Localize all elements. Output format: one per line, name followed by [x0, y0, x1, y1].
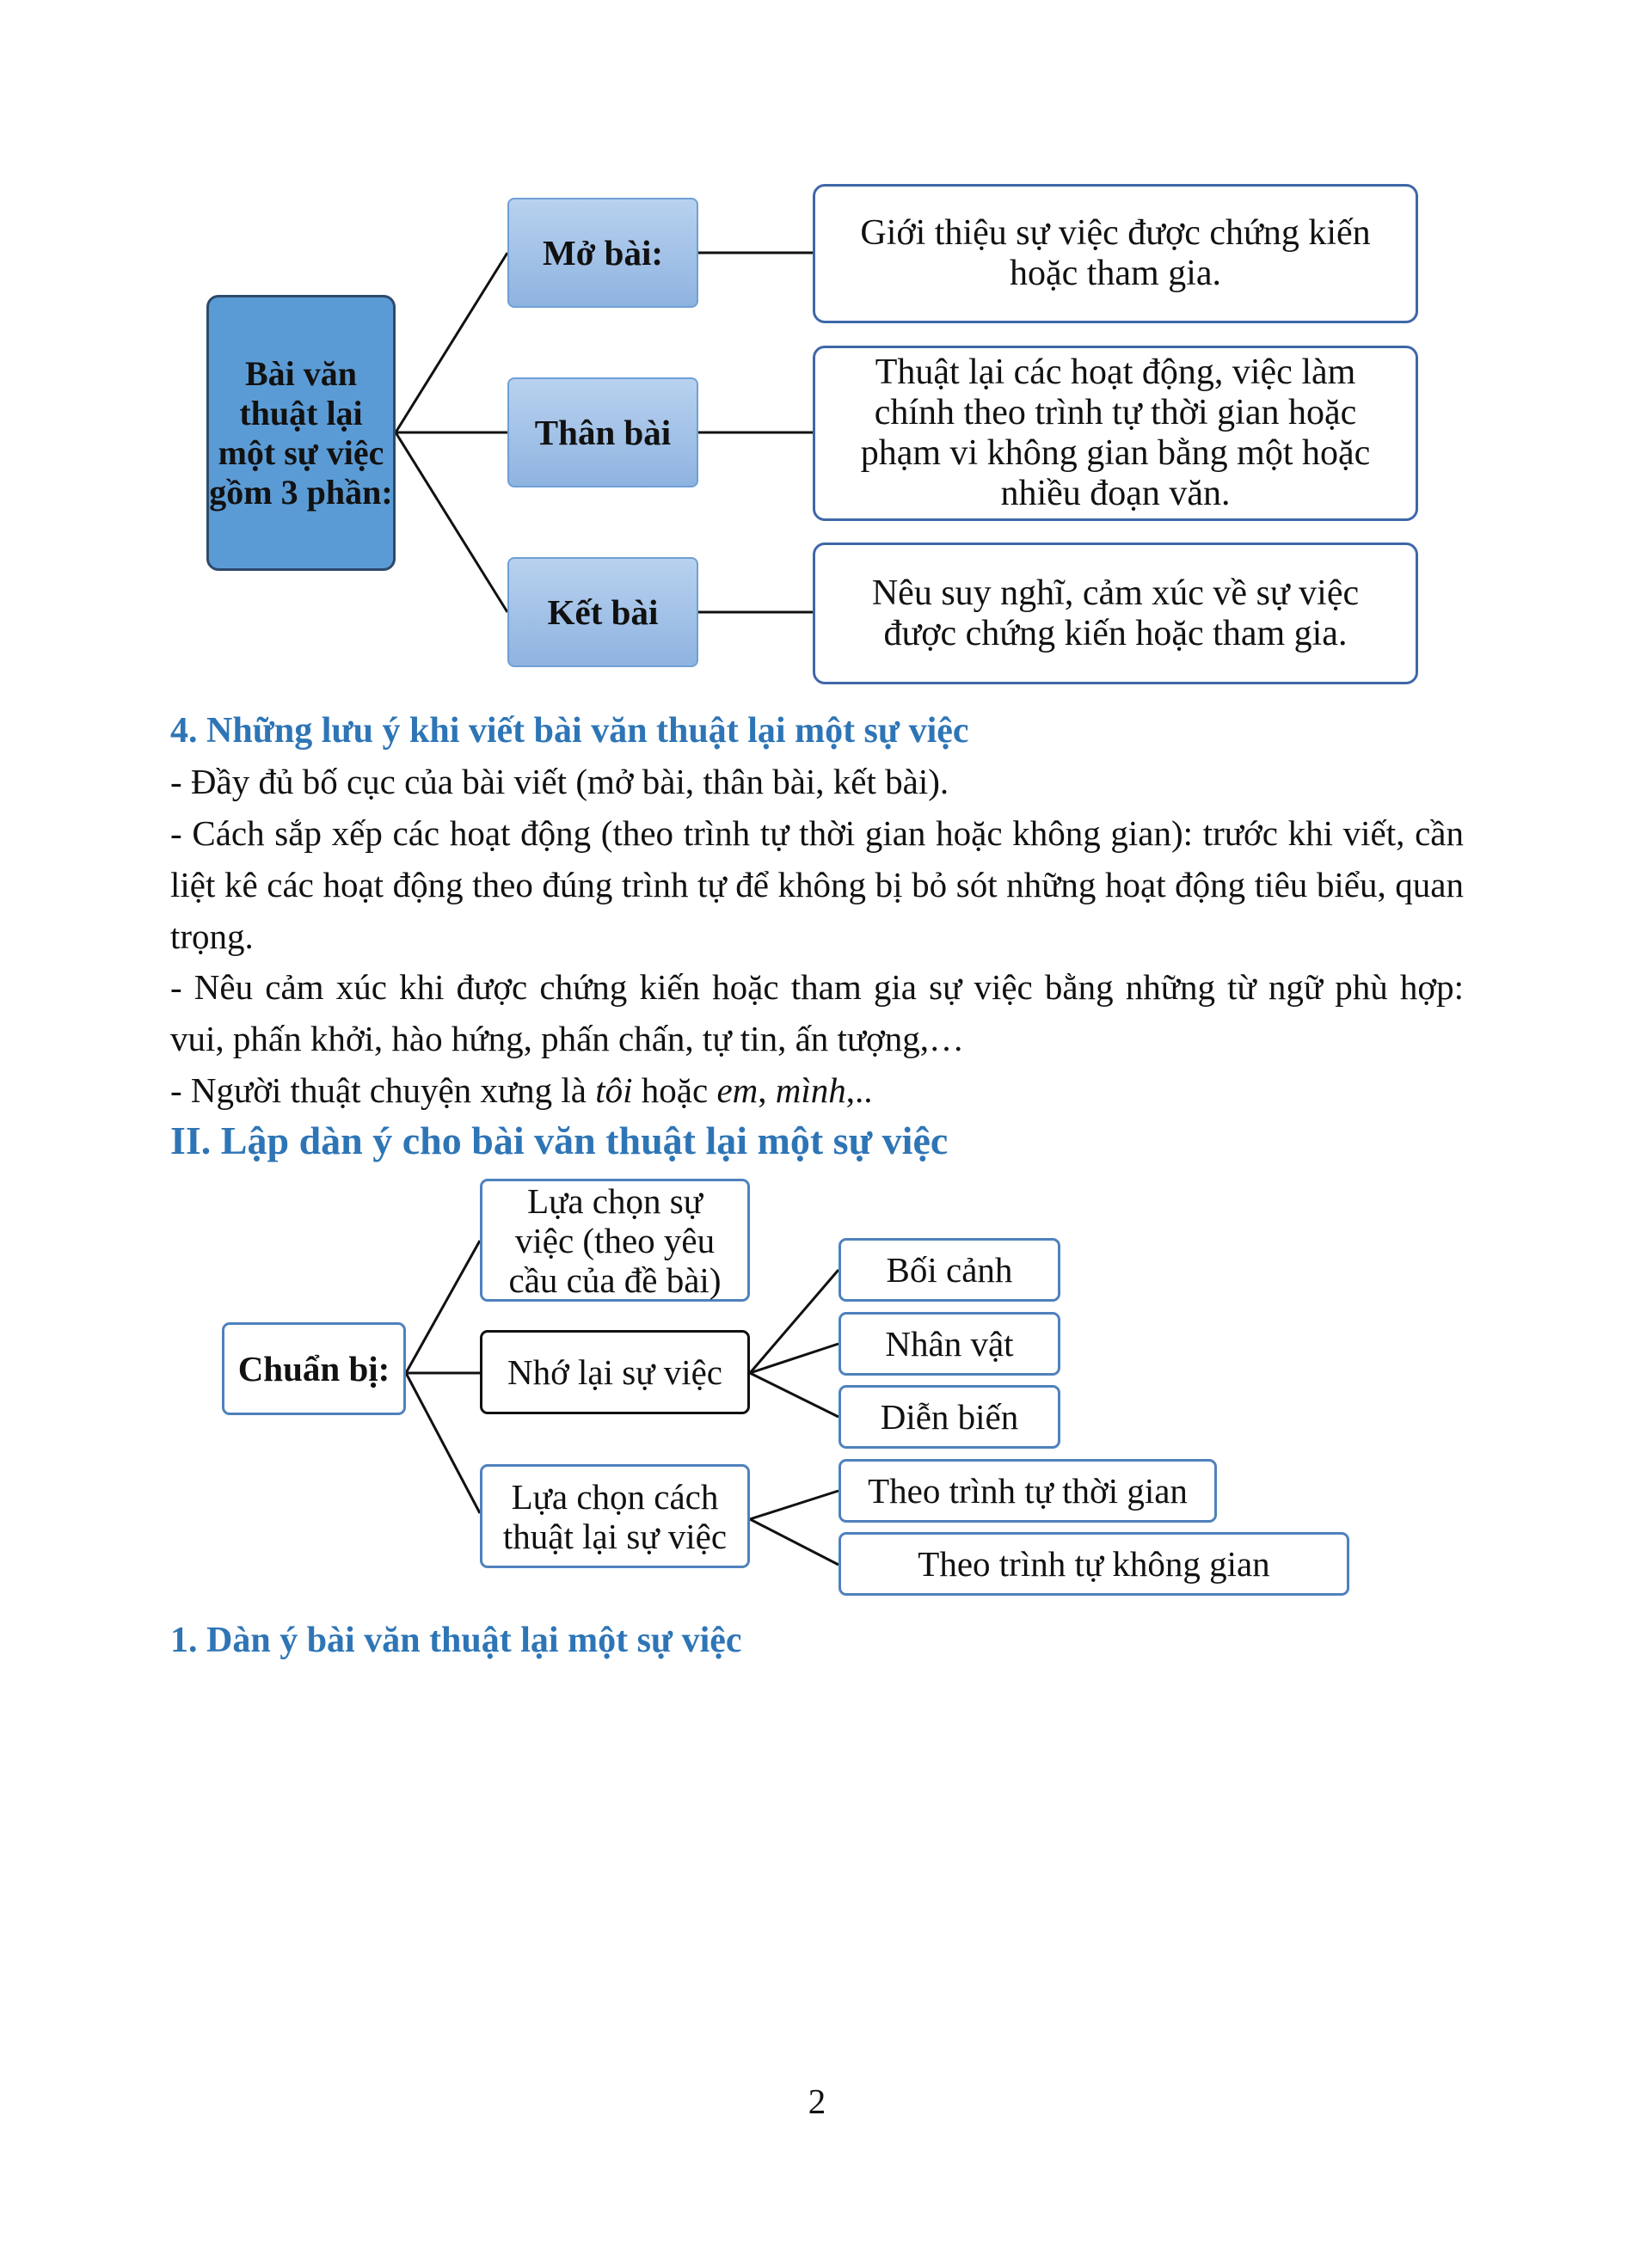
structure-root-label: Bài văn thuật lại một sự việc gồm 3 phần: — [209, 353, 393, 512]
choose-event-box — [480, 1179, 750, 1302]
part-description-intro-text: Giới thiệu sự việc được chứng kiến hoặc tham gia. — [860, 213, 1371, 293]
recall-event-box — [480, 1330, 750, 1414]
note-item: - Nêu cảm xúc khi được chứng kiến hoặc tham gia sự việc bằng những từ ngữ phù hợp: vui, phấn khởi, hào hứng, phấn chấn, tự tin, ấn tượng,… — [170, 967, 1464, 1058]
method-item-box — [838, 1459, 1217, 1523]
note-item: - Cách sắp xếp các hoạt động (theo trình tự thời gian hoặc không gian): trước khi viết, cần liệt kê các hoạt động theo đúng trình tự để không bị bỏ sót những hoạt động tiêu biểu, quan trọng. — [170, 813, 1464, 956]
part-label-conclusion: Kết bài — [547, 592, 659, 632]
recall-item-box — [838, 1312, 1060, 1376]
part-description-intro — [813, 184, 1418, 323]
page-number: 2 — [808, 2081, 826, 2121]
prepare-root-label: Chuẩn bị: — [237, 1349, 390, 1388]
note-item: - Đầy đủ bố cục của bài viết (mở bài, thân bài, kết bài). — [170, 762, 949, 801]
method-item-label: Theo trình tự thời gian — [868, 1471, 1188, 1511]
subheading-outline: 1. Dàn ý bài văn thuật lại một sự việc — [170, 1621, 742, 1660]
choose-event-label: Lựa chọn sự việc (theo yêu cầu của đề bài) — [508, 1180, 722, 1300]
recall-item-box — [838, 1385, 1060, 1449]
part-description-body — [813, 346, 1418, 521]
prepare-root-box — [222, 1322, 406, 1415]
recall-item-label: Bối cảnh — [886, 1250, 1013, 1290]
part-box-conclusion — [507, 557, 698, 667]
section-heading-notes: 4. Những lưu ý khi viết bài văn thuật lại một sự việc — [170, 711, 969, 751]
part-label-intro: Mở bài: — [543, 233, 663, 273]
structure-root-box — [206, 295, 396, 571]
part-description-body-text: Thuật lại các hoạt động, việc làm chính theo trình tự thời gian hoặc phạm vi không gian bằng một hoặc nhiều đoạn văn. — [860, 352, 1371, 513]
part-box-body — [507, 377, 698, 487]
recall-item-label: Nhân vật — [885, 1324, 1014, 1364]
part-box-intro — [507, 198, 698, 308]
choose-method-label: Lựa chọn cách thuật lại sự việc — [502, 1476, 728, 1556]
section-heading-outline: II. Lập dàn ý cho bài văn thuật lại một sự việc — [170, 1119, 949, 1162]
method-item-label: Theo trình tự không gian — [918, 1544, 1270, 1584]
recall-event-label: Nhớ lại sự việc — [507, 1352, 722, 1392]
part-description-conclusion-text: Nêu suy nghĩ, cảm xúc về sự việc được chứng kiến hoặc tham gia. — [871, 573, 1360, 653]
note-item-narrator: - Người thuật chuyện xưng là tôi hoặc em, mình,.. — [170, 1070, 873, 1110]
recall-item-box — [838, 1238, 1060, 1302]
part-label-body: Thân bài — [534, 413, 672, 452]
recall-item-label: Diễn biến — [880, 1397, 1019, 1437]
method-item-box — [838, 1532, 1349, 1596]
part-description-conclusion — [813, 542, 1418, 684]
choose-method-box — [480, 1464, 750, 1568]
